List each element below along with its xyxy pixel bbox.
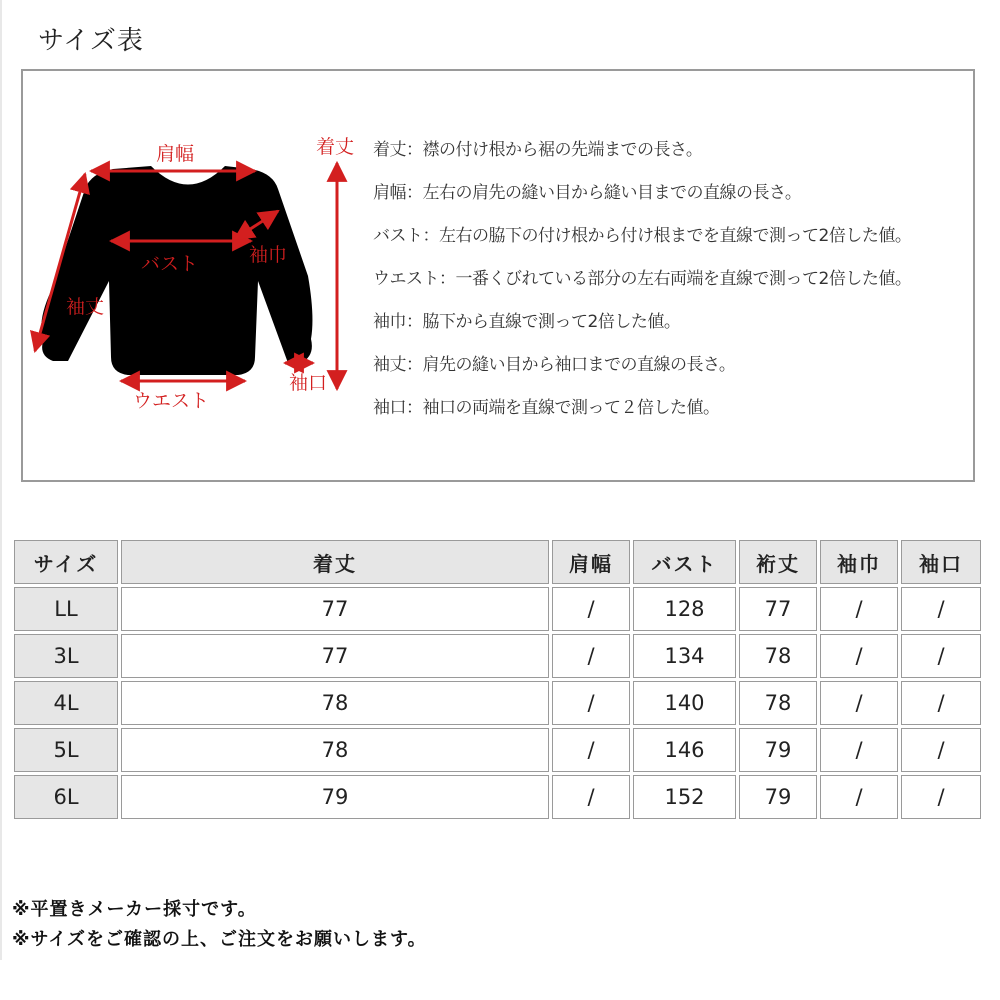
bust-cell: 128 bbox=[633, 587, 736, 631]
size-cell: LL bbox=[14, 587, 118, 631]
sleeve-length-label: 袖丈 bbox=[66, 296, 105, 318]
length-cell: 78 bbox=[121, 681, 549, 725]
bust-cell: 146 bbox=[633, 728, 736, 772]
size-cell: 4L bbox=[14, 681, 118, 725]
bust-label: バスト bbox=[141, 253, 199, 275]
cuff-cell: / bbox=[901, 728, 981, 772]
description-sleeve-length: 袖丈：肩先の縫い目から袖口までの直線の長さ。 bbox=[373, 355, 736, 375]
measurement-guide-panel bbox=[21, 69, 975, 482]
shoulder-cell: / bbox=[552, 775, 630, 819]
page-title: サイズ表 bbox=[38, 26, 144, 56]
bust-cell: 134 bbox=[633, 634, 736, 678]
table-row bbox=[14, 681, 981, 725]
sleeve-width-cell: / bbox=[820, 587, 898, 631]
header-length: 着丈 bbox=[121, 540, 549, 584]
sleeve-width-cell: / bbox=[820, 634, 898, 678]
description-bust: バスト：左右の脇下の付け根から付け根までを直線で測って2倍した値。 bbox=[373, 226, 912, 246]
waist-label: ウエスト bbox=[133, 390, 210, 412]
header-cuff: 袖口 bbox=[901, 540, 981, 584]
description-waist: ウエスト：一番くびれている部分の左右両端を直線で測って2倍した値。 bbox=[373, 269, 912, 289]
yuki-cell: 77 bbox=[739, 587, 817, 631]
yuki-cell: 79 bbox=[739, 775, 817, 819]
bust-cell: 140 bbox=[633, 681, 736, 725]
table-row bbox=[14, 728, 981, 772]
shoulder-label: 肩幅 bbox=[156, 143, 195, 165]
description-length: 着丈：襟の付け根から裾の先端までの長さ。 bbox=[373, 140, 703, 160]
cuff-cell: / bbox=[901, 775, 981, 819]
note-confirm-size: ※サイズをご確認の上、ご注文をお願いします。 bbox=[12, 929, 427, 950]
cuff-cell: / bbox=[901, 681, 981, 725]
note-flat-measurement: ※平置きメーカー採寸です。 bbox=[12, 899, 257, 920]
size-cell: 3L bbox=[14, 634, 118, 678]
header-size: サイズ bbox=[14, 540, 118, 584]
description-cuff: 袖口：袖口の両端を直線で測って２倍した値。 bbox=[373, 398, 720, 418]
header-sleeve-width: 袖巾 bbox=[820, 540, 898, 584]
description-sleeve-width: 袖巾：脇下から直線で測って2倍した値。 bbox=[373, 312, 681, 332]
header-yuki: 裄丈 bbox=[739, 540, 817, 584]
sleeve-width-cell: / bbox=[820, 728, 898, 772]
bust-cell: 152 bbox=[633, 775, 736, 819]
sleeve-width-cell: / bbox=[820, 775, 898, 819]
yuki-cell: 79 bbox=[739, 728, 817, 772]
length-cell: 78 bbox=[121, 728, 549, 772]
cuff-cell: / bbox=[901, 587, 981, 631]
table-header-row bbox=[14, 540, 981, 584]
length-cell: 79 bbox=[121, 775, 549, 819]
description-shoulder: 肩幅：左右の肩先の縫い目から縫い目までの直線の長さ。 bbox=[373, 183, 802, 203]
sweater-measurement-diagram bbox=[23, 71, 373, 481]
yuki-cell: 78 bbox=[739, 681, 817, 725]
shoulder-cell: / bbox=[552, 634, 630, 678]
shoulder-cell: / bbox=[552, 728, 630, 772]
header-shoulder: 肩幅 bbox=[552, 540, 630, 584]
header-bust: バスト bbox=[633, 540, 736, 584]
length-label: 着丈 bbox=[316, 136, 355, 158]
size-cell: 6L bbox=[14, 775, 118, 819]
measurement-descriptions bbox=[373, 129, 973, 430]
shoulder-cell: / bbox=[552, 587, 630, 631]
sleeve-width-label: 袖巾 bbox=[249, 244, 288, 266]
length-cell: 77 bbox=[121, 587, 549, 631]
table-row bbox=[14, 587, 981, 631]
table-row bbox=[14, 775, 981, 819]
size-table bbox=[11, 537, 984, 822]
length-cell: 77 bbox=[121, 634, 549, 678]
table-row bbox=[14, 634, 981, 678]
left-divider bbox=[0, 0, 2, 960]
shoulder-cell: / bbox=[552, 681, 630, 725]
yuki-cell: 78 bbox=[739, 634, 817, 678]
sleeve-width-cell: / bbox=[820, 681, 898, 725]
cuff-cell: / bbox=[901, 634, 981, 678]
size-cell: 5L bbox=[14, 728, 118, 772]
cuff-label: 袖口 bbox=[289, 372, 328, 394]
